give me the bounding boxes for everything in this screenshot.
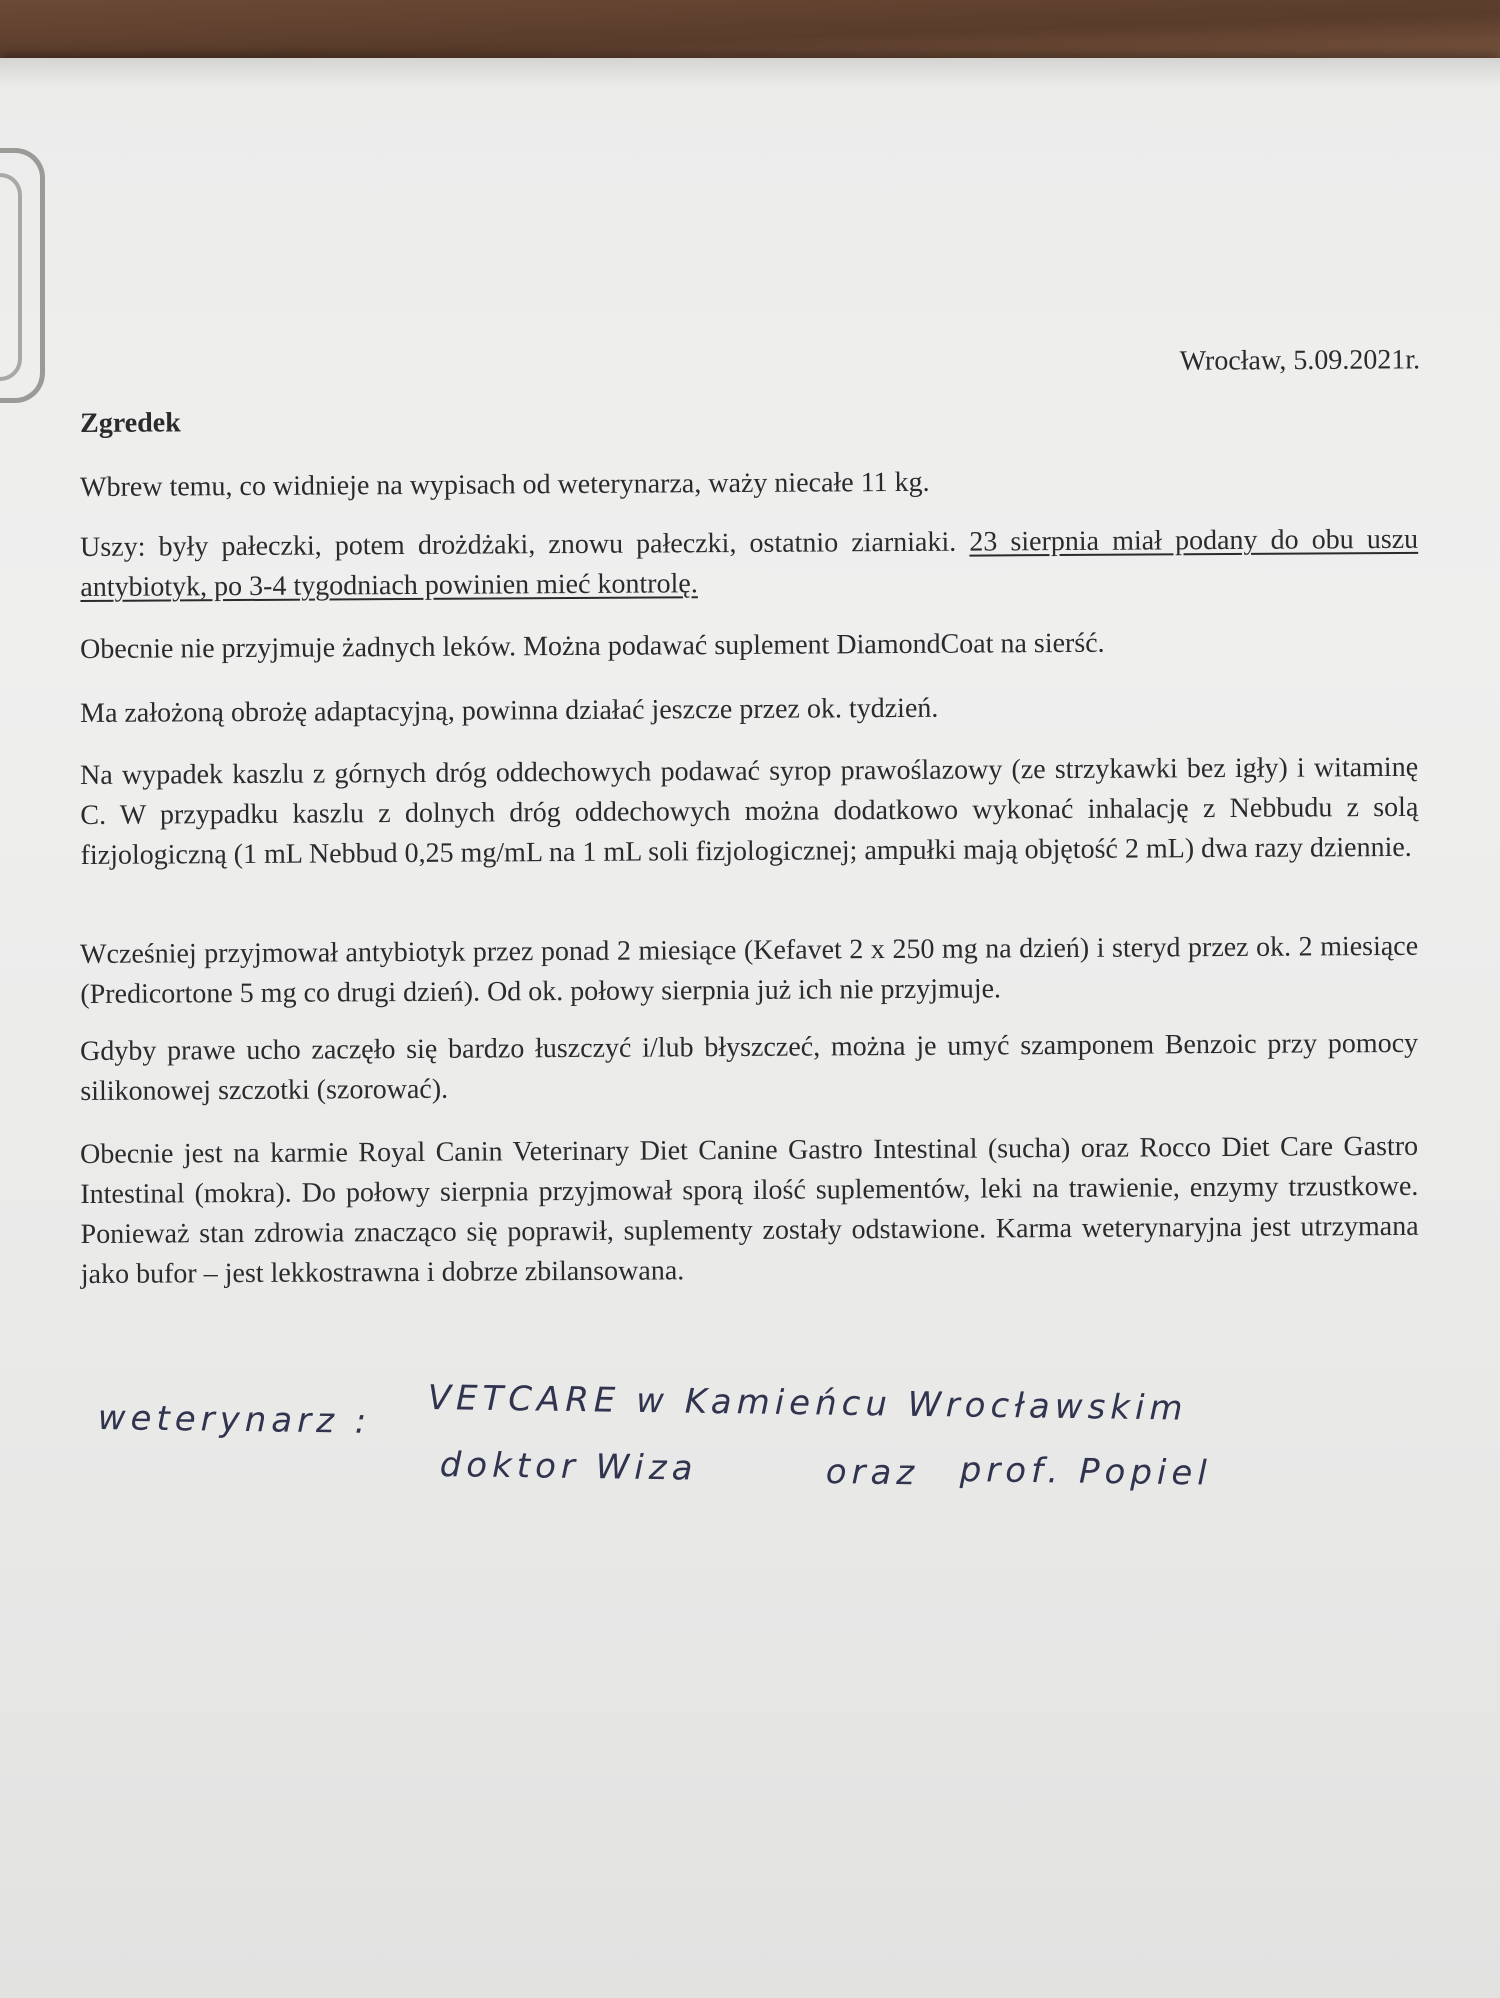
handwritten-and: oraz — [825, 1452, 920, 1494]
paragraph-collar: Ma założoną obrożę adaptacyjną, powinna działać jeszcze przez ok. tydzień. — [80, 692, 939, 729]
paragraph-previous-treatment: Wcześniej przyjmował antybiotyk przez ponad 2 miesiące (Kefavet 2 x 250 mg na dzień) i steryd przez ok. 2 miesiące (Predicortone 5 mg co drugi dzień). Od ok. połowy sierpnia już ich nie przyjmuje. — [80, 930, 1419, 1010]
paragraph-weight: Wbrew temu, co widnieje na wypisach od weterynarza, waży niecałe 11 kg. — [80, 466, 930, 503]
paper-clip-inner-loop — [0, 173, 22, 381]
place-date: Wrocław, 5.09.2021r. — [1179, 344, 1421, 377]
patient-name-heading: Zgredek — [80, 407, 181, 439]
paragraph-ears — [80, 520, 1418, 608]
paragraph-medications: Obecnie nie przyjmuje żadnych leków. Można podawać suplement DiamondCoat na sierść. — [80, 627, 1105, 665]
handwritten-vet-label: weterynarz : — [97, 1398, 372, 1442]
handwritten-doctor-name: doktor Wiza — [439, 1445, 698, 1489]
handwritten-clinic-line: VETCARE w Kamieńcu Wrocławskim — [427, 1378, 1188, 1429]
paragraph-cough: Na wypadek kaszlu z górnych dróg oddechowych podawać syrop prawoślazowy (ze strzykawki bez igły) i witaminę C. W przypadku kaszlu z dolnych dróg oddechowych można dodatkowo wykonać inhalację z Nebbudu z solą fizjologiczną (1 mL Nebbud 0,25 mg/mL na 1 mL soli fizjologicznej; ampułki mają objętość 2 mL) dwa razy dziennie. — [80, 751, 1419, 871]
ears-underlined-text: 23 sierpnia miał podany do obu uszu antybiotyk, po 3-4 tygodniach powinien mieć kontrolę. — [80, 523, 1419, 603]
ears-text: Uszy: były pałeczki, potem drożdżaki, znowu pałeczki, ostatnio ziarniaki. — [80, 526, 970, 563]
handwritten-professor-name: prof. Popiel — [959, 1450, 1213, 1494]
paragraph-right-ear: Gdyby prawe ucho zaczęło się bardzo łuszczyć i/lub błyszczeć, można je umyć szamponem Benzoic przy pomocy silikonowej szczotki (szorować). — [80, 1027, 1419, 1107]
paragraph-diet: Obecnie jest na karmie Royal Canin Veterinary Diet Canine Gastro Intestinal (sucha) oraz Rocco Diet Care Gastro Intestinal (mokra). Do połowy sierpnia przyjmował sporą ilość suplementów, leki na trawienie, enzymy trzustkowe. Ponieważ stan zdrowia znacząco się poprawił, suplementy zostały odstawione. Karma weterynaryjna jest utrzymana jako bufor – jest lekkostrawna i dobrze zbilansowana. — [80, 1130, 1419, 1290]
